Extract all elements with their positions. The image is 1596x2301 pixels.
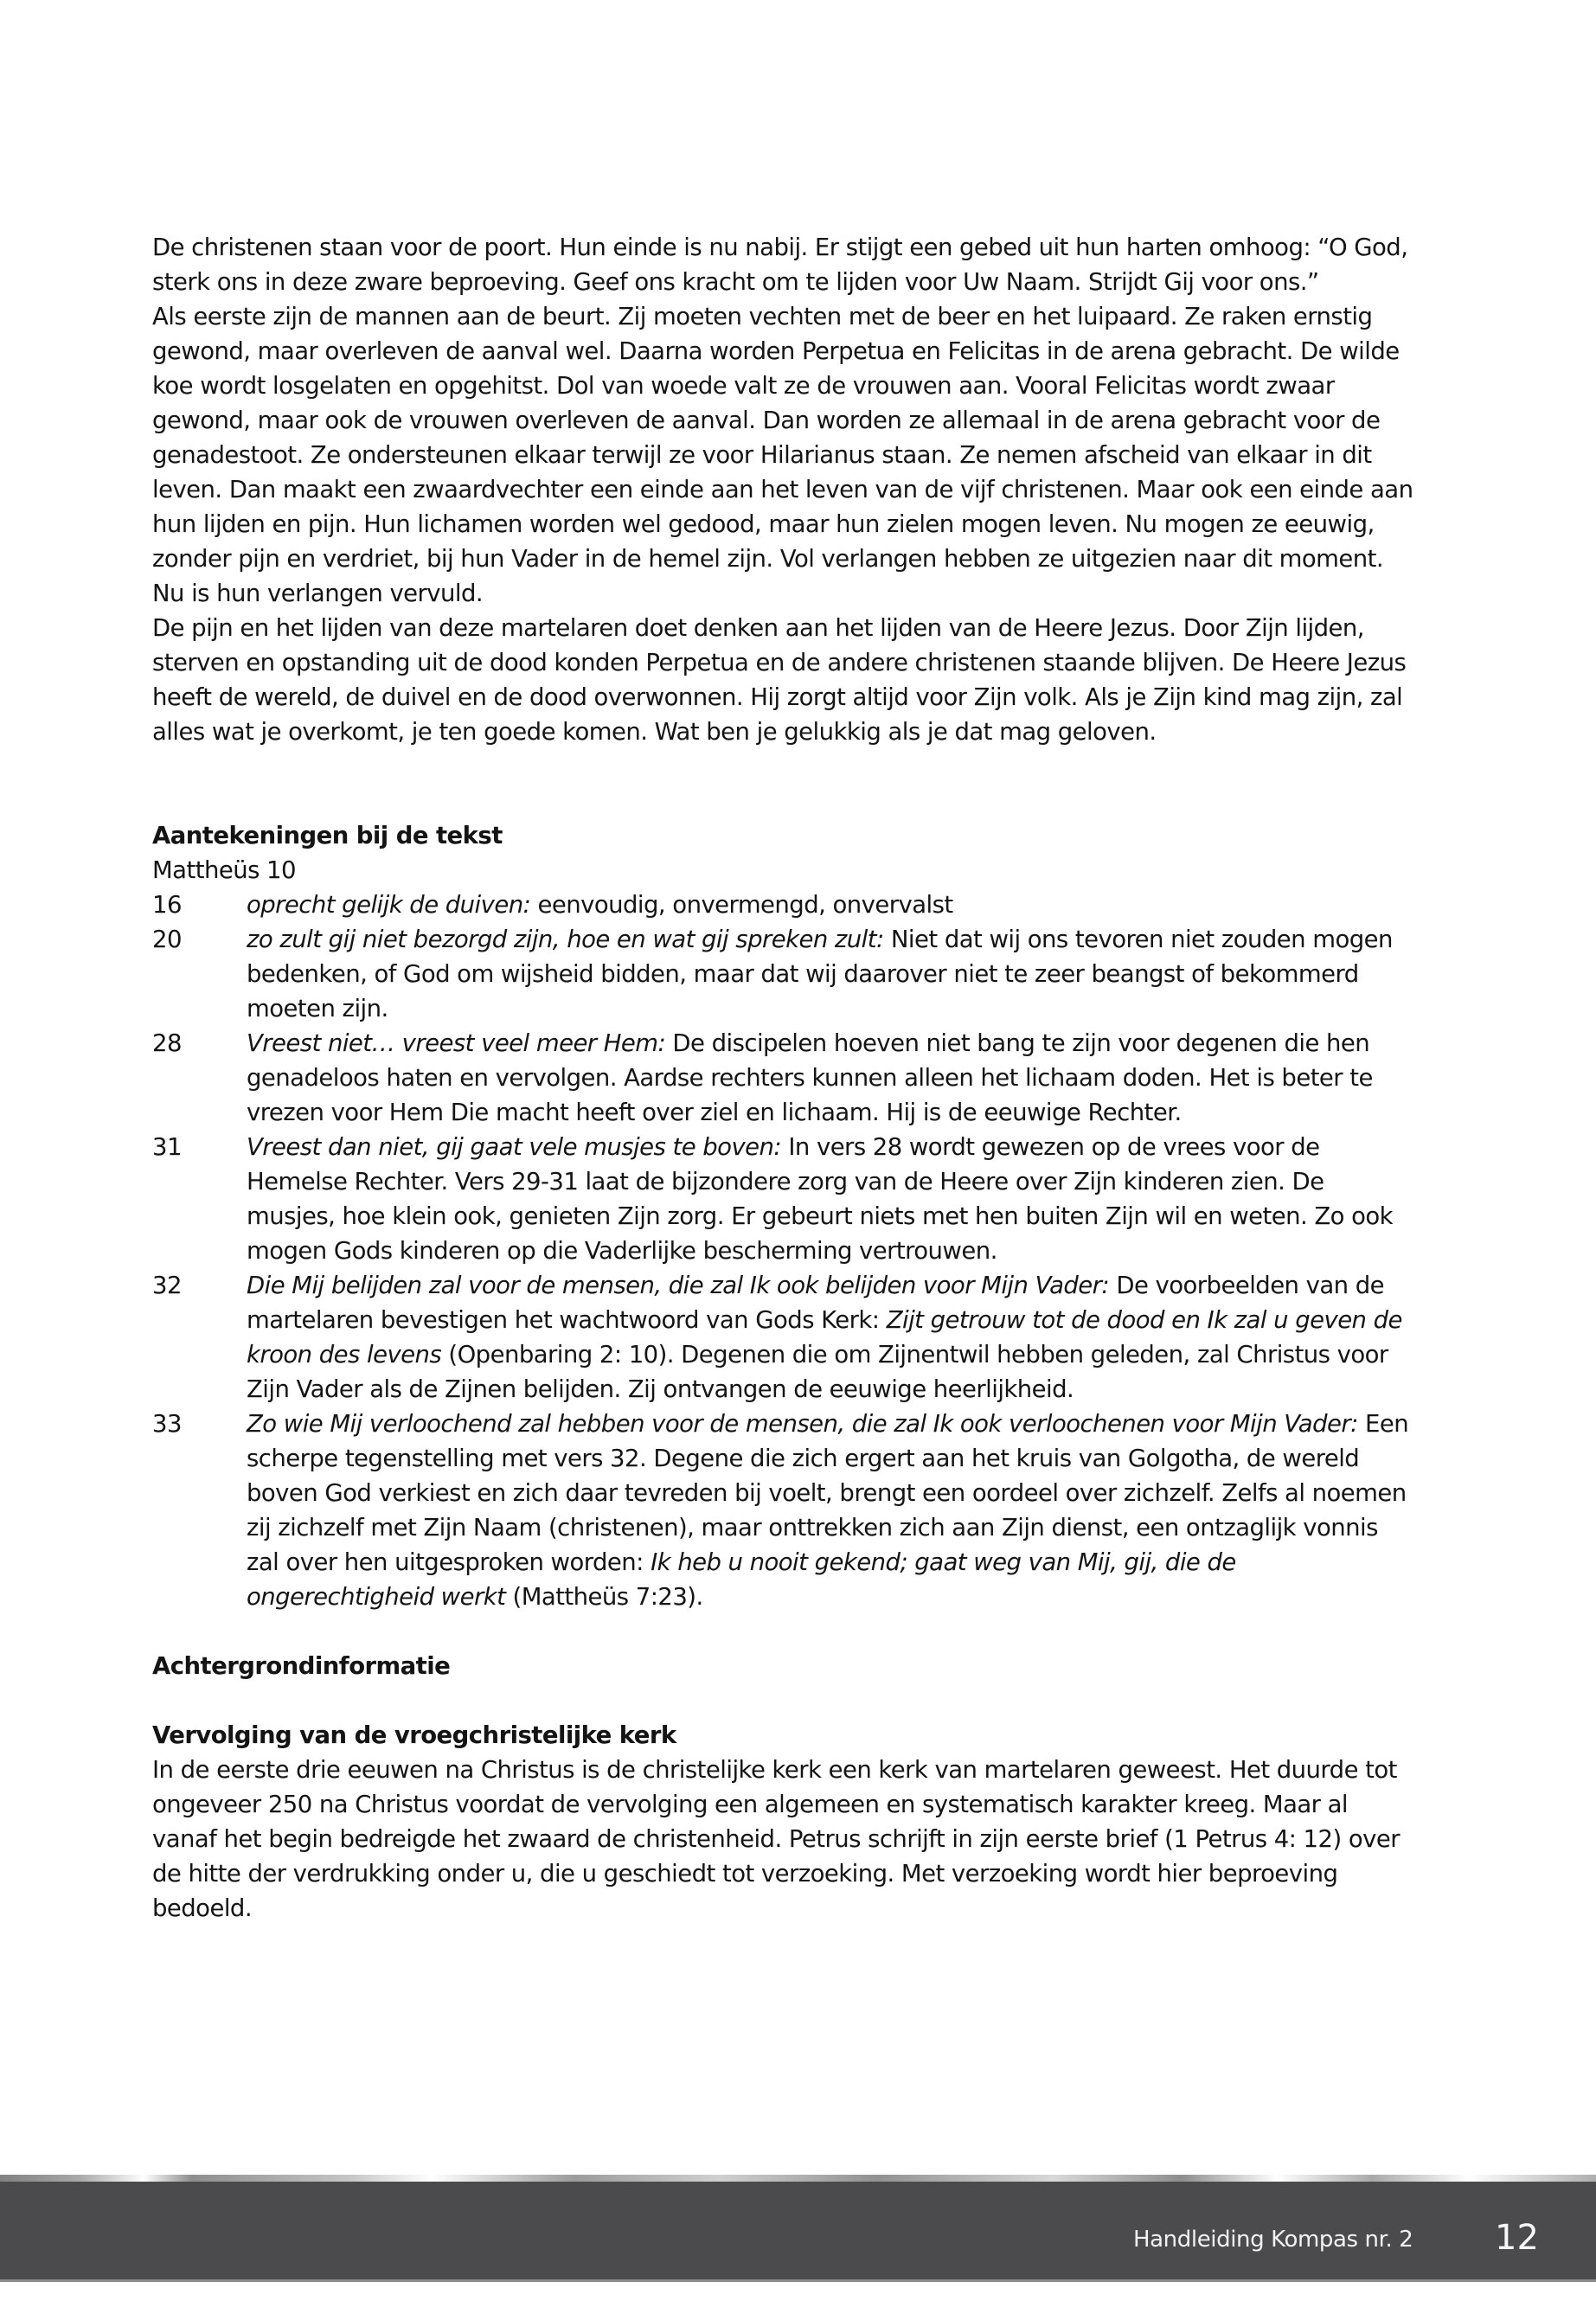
note-verse-number: 31 <box>152 1133 182 1161</box>
note-verse-number: 16 <box>152 891 182 919</box>
footer-divider <box>0 2279 1596 2282</box>
note-item <box>152 1026 1415 1130</box>
note-item <box>152 888 1415 922</box>
note-text: In vers 28 wordt gewezen op de vrees voor de Hemelse Rechter. Vers 29-31 laat de bijzondere zorg van de Heere over Zijn kinderen zien. De musjes, hoe klein ook, genieten Zijn zorg. Er gebeurt niets met hen buiten Zijn wil en weten. Zo ook mogen Gods kinderen op die Vaderlijke bescherming vertrouwen. <box>247 1133 1394 1265</box>
note-text: De discipelen hoeven niet bang te zijn voor degenen die hen genadeloos haten en vervolgen. Aardse rechters kunnen alleen het lichaam doden. Het is beter te vrezen voor Hem Die macht heeft over ziel en lichaam. Hij is de eeuwige Rechter. <box>247 1029 1373 1126</box>
note-quote: zo zult gij niet bezorgd zijn, hoe en wat gij spreken zult: <box>247 926 884 953</box>
spacer <box>152 749 1415 818</box>
notes-reference: Mattheüs 10 <box>152 856 296 884</box>
note-quote: Vreest niet… vreest veel meer Hem: <box>247 1029 666 1057</box>
background-subheading: Vervolging van de vroegchristelijke kerk <box>152 1721 676 1749</box>
story-paragraph-2: Als eerste zijn de mannen aan de beurt. Zij moeten vechten met de beer en het luipaard. Ze raken ernstig gewond, maar overleven de aanval wel. Daarna worden Perpetua en Felicitas in de arena gebracht. De wilde koe wordt losgelaten en opgehitst. Dol van woede valt ze de vrouwen aan. Vooral Felicitas wordt zwaar gewond, maar ook de vrouwen overleven de aanval. Dan worden ze allemaal in de arena gebracht voor de genadestoot. Ze ondersteunen elkaar terwijl ze voor Hilarianus staan. Ze nemen afscheid van elkaar in dit leven. Dan maakt een zwaardvechter een einde aan het leven van de vijf christenen. Maar ook een einde aan hun lijden en pijn. Hun lichamen worden wel gedood, maar hun zielen mogen leven. Nu mogen ze eeuwig, zonder pijn en verdriet, bij hun Vader in de hemel zijn. Vol verlangen hebben ze uitgezien naar dit moment. Nu is hun verlangen vervuld. <box>152 303 1413 607</box>
note-body <box>247 1026 1415 1130</box>
note-item <box>152 1268 1415 1407</box>
spacer <box>152 1614 1415 1649</box>
notes-heading: Aantekeningen bij de tekst <box>152 822 503 849</box>
note-body <box>247 1268 1415 1407</box>
note-verse-number: 28 <box>152 1029 182 1057</box>
note-quote: Vreest dan niet, gij gaat vele musjes te boven: <box>247 1133 782 1161</box>
note-quote: Die Mij belijden zal voor de mensen, die zal Ik ook belijden voor Mijn Vader: <box>247 1272 1110 1299</box>
notes-section <box>152 818 1415 1614</box>
note-text: De voorbeelden van de martelaren bevestigen het wachtwoord van Gods Kerk: <box>247 1272 1385 1334</box>
story-paragraph-3: De pijn en het lijden van deze martelaren doet denken aan het lijden van de Heere Jezus. Door Zijn lijden, sterven en opstanding uit de dood konden Perpetua en de andere christenen staande blijven. De Heere Jezus heeft de wereld, de duivel en de dood overwonnen. Hij zorgt altijd voor Zijn volk. Als je Zijn kind mag zijn, zal alles wat je overkomt, je ten goede komen. Wat ben je gelukkig als je dat mag geloven. <box>152 614 1407 746</box>
note-quote-secondary: Zijt getrouw tot de dood en Ik zal u geven de kroon des levens <box>247 1306 1402 1368</box>
page-content <box>152 230 1415 1926</box>
background-heading: Achtergrondinformatie <box>152 1652 451 1680</box>
note-verse-number: 33 <box>152 1410 182 1438</box>
note-text: Niet dat wij ons tevoren niet zouden mogen bedenken, of God om wijsheid bidden, maar dat wij daarover niet te zeer beangst of bekommerd moeten zijn. <box>247 926 1393 1022</box>
note-verse-number: 20 <box>152 926 182 953</box>
note-text: eenvoudig, onvermengd, onvervalst <box>530 891 953 919</box>
note-item <box>152 1407 1415 1614</box>
background-section <box>152 1649 1415 1926</box>
page-footer <box>0 2175 1596 2280</box>
note-body <box>247 1130 1415 1268</box>
note-text-secondary: (Mattheüs 7:23). <box>505 1583 703 1611</box>
note-quote: Zo wie Mij verloochend zal hebben voor de mensen, die zal Ik ook verloochenen voor Mijn Vader: <box>247 1410 1358 1438</box>
note-item <box>152 1130 1415 1268</box>
note-body <box>247 1407 1415 1614</box>
note-verse-number: 32 <box>152 1272 182 1299</box>
note-quote-secondary: Ik heb u nooit gekend; gaat weg van Mij, gij, die de ongerechtigheid werkt <box>247 1548 1236 1611</box>
footer-publication-title: Handleiding Kompas nr. 2 <box>1133 2227 1413 2253</box>
story-paragraph-1: De christenen staan voor de poort. Hun einde is nu nabij. Er stijgt een gebed uit hun harten omhoog: “O God, sterk ons in deze zware beproeving. Geef ons kracht om te lijden voor Uw Naam. Strijdt Gij voor ons.” <box>152 234 1408 296</box>
note-item <box>152 922 1415 1026</box>
note-text: Een scherpe tegenstelling met vers 32. Degene die zich ergert aan het kruis van Golgotha, de wereld boven God verkiest en zich daar tevreden bij voelt, brengt een oordeel over zichzelf. Zelfs al noemen zij zichzelf met Zijn Naam (christenen), maar onttrekken zich aan Zijn dienst, een ontzaglijk vonnis zal over hen uitgesproken worden: <box>247 1410 1409 1576</box>
note-body <box>247 922 1415 1026</box>
note-text-secondary: (Openbaring 2: 10). Degenen die om Zijnentwil hebben geleden, zal Christus voor Zijn Vader als de Zijnen belijden. Zij ontvangen de eeuwige heerlijkheid. <box>247 1341 1388 1403</box>
spacer <box>152 1683 1415 1718</box>
note-quote: oprecht gelijk de duiven: <box>247 891 531 919</box>
page-number: 12 <box>1495 2218 1539 2258</box>
note-body <box>247 888 1415 922</box>
background-paragraph: In de eerste drie eeuwen na Christus is de christelijke kerk een kerk van martelaren geweest. Het duurde tot ongeveer 250 na Christus voordat de vervolging een algemeen en systematisch karakter kreeg. Maar al vanaf het begin bedreigde het zwaard de christenheid. Petrus schrijft in zijn eerste brief (1 Petrus 4: 12) over de hitte der verdrukking onder u, die u geschiedt tot verzoeking. Met verzoeking wordt hier beproeving bedoeld. <box>152 1756 1400 1922</box>
